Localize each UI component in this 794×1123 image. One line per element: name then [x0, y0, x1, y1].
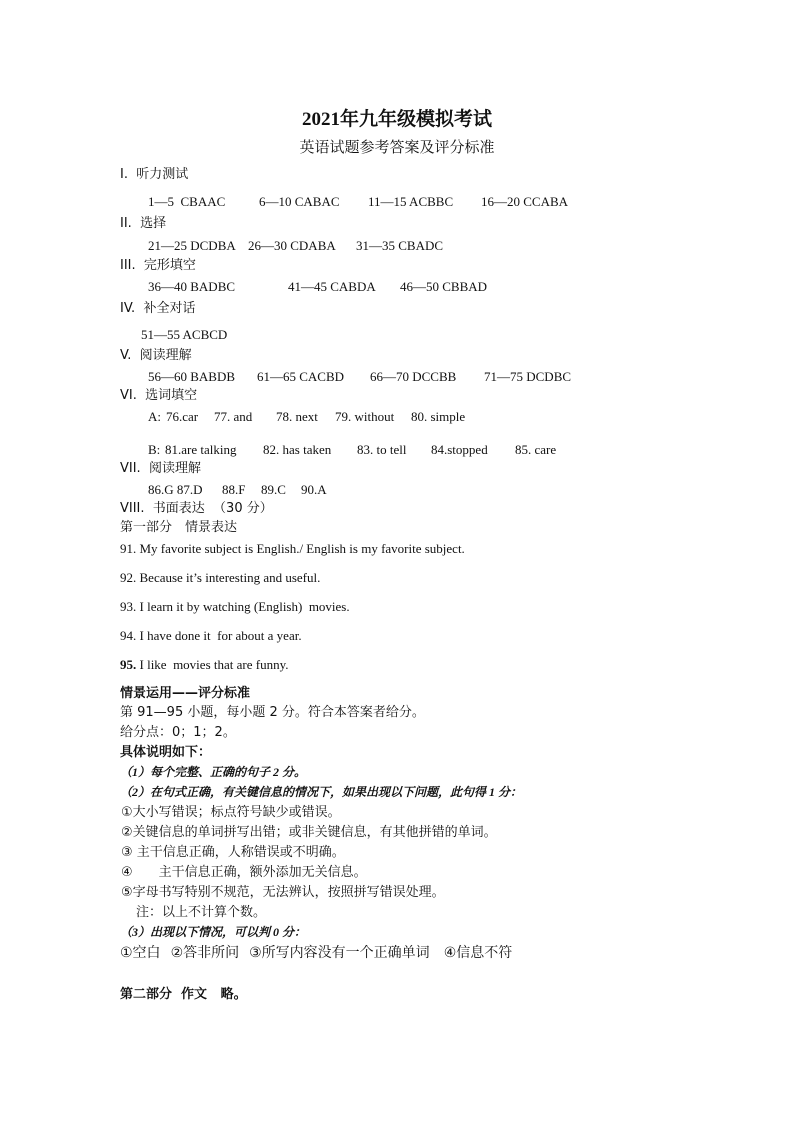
section-5-answer: 66—70 DCCBB: [370, 369, 457, 384]
answer-number: 93.: [120, 599, 137, 614]
answer-number: 91.: [120, 541, 137, 556]
section-1-answer: 1—5 CBAAC: [148, 194, 226, 209]
section-1-answer: 6—10 CABAC: [259, 194, 340, 209]
criteria-subrule: ①大小写错误；标点符号缺少或错误。: [121, 805, 341, 820]
section-6-a-answer: 76.car: [166, 409, 199, 424]
answer-text: I like movies that are funny.: [136, 657, 289, 672]
section-5-answer: 61—65 CACBD: [257, 369, 345, 384]
criteria-detail-heading: 具体说明如下：: [120, 745, 212, 760]
section-2-answer: 21—25 DCDBA: [148, 238, 236, 253]
section-5-heading: V. 阅读理解: [120, 348, 192, 363]
criteria-subrule: ③ 主干信息正确，人称错误或不明确。: [121, 845, 345, 860]
zero-case: ④信息不符: [443, 945, 513, 961]
section-6-b-label: B:: [148, 442, 161, 457]
section-5-answer: 56—60 BABDB: [148, 369, 236, 384]
section-6-b-answer: 83. to tell: [357, 442, 407, 457]
zero-case: ①空白: [120, 945, 161, 961]
section-7-answer: 89.C: [261, 482, 286, 497]
section-3-heading: III. 完形填空: [120, 258, 196, 273]
section-6-a-label: A:: [148, 409, 161, 424]
answer-text: My favorite subject is English./ English is my favorite subject.: [136, 541, 465, 556]
part-2-heading: 第二部分 作文 略。: [120, 987, 247, 1002]
answer-text: I have done it for about a year.: [136, 628, 302, 643]
answer-number: 94.: [120, 628, 137, 643]
section-6-b-answer: 82. has taken: [263, 442, 332, 457]
answer-number: 92.: [120, 570, 137, 585]
section-1-answer: 11—15 ACBBC: [368, 194, 454, 209]
criteria-subrule: ④ 主干信息正确，额外添加无关信息。: [121, 865, 367, 880]
section-6-a-answer: 79. without: [335, 409, 395, 424]
section-7-answer: 90.A: [301, 482, 327, 497]
zero-cases: [120, 946, 512, 960]
criteria-rule: （3）出现以下情况，可以判 0 分：: [120, 925, 307, 939]
answer-text: Because it’s interesting and useful.: [136, 570, 321, 585]
answer-text: I learn it by watching (English) movies.: [136, 599, 350, 614]
criteria-line: 给分点：0；1；2。: [120, 725, 236, 740]
answer-item: [120, 542, 465, 555]
part-1-heading: 第一部分 情景表达: [120, 520, 238, 535]
section-6-a-answer: 78. next: [276, 409, 318, 424]
criteria-note: 注：以上不计算个数。: [136, 905, 267, 920]
section-4-heading: IV. 补全对话: [120, 301, 196, 316]
criteria-subrule: ⑤字母书写特别不规范，无法辨认，按照拼写错误处理。: [121, 885, 445, 900]
section-3-answer: 36—40 BADBC: [148, 279, 236, 294]
section-6-b-answer: 84.stopped: [431, 442, 488, 457]
section-6-heading: VI. 选词填空: [120, 388, 198, 403]
section-3-answer: 41—45 CABDA: [288, 279, 376, 294]
answer-item: [120, 571, 320, 584]
zero-case: ②答非所问: [170, 945, 240, 961]
answer-number: 95.: [120, 657, 137, 672]
criteria-rule: （2）在句式正确，有关键信息的情况下，如果出现以下问题，此句得 1 分：: [120, 785, 523, 799]
section-2-heading: II. 选择: [120, 216, 167, 231]
page-subtitle: 英语试题参考答案及评分标准: [299, 140, 495, 156]
zero-case: ③所写内容没有一个正确单词: [249, 945, 430, 961]
section-6-a-answer: 77. and: [214, 409, 253, 424]
section-6-b-answer: 85. care: [515, 442, 557, 457]
section-6-a-answer: 80. simple: [411, 409, 466, 424]
section-2-answer: 31—35 CBADC: [356, 238, 444, 253]
answer-item: [120, 658, 288, 671]
section-2-answer: 26—30 CDABA: [248, 238, 336, 253]
criteria-subrule: ②关键信息的单词拼写出错；或非关键信息，有其他拼错的单词。: [121, 825, 497, 840]
section-8-heading: VIII. 书面表达 （30 分）: [120, 501, 273, 516]
section-7-answer: 88.F: [222, 482, 246, 497]
section-5-answer: 71—75 DCDBC: [484, 369, 572, 384]
section-4-answer: 51—55 ACBCD: [141, 327, 228, 342]
section-1-heading: I. 听力测试: [120, 167, 189, 182]
section-7-answer: 86.G 87.D: [148, 482, 203, 497]
criteria-rule: （1）每个完整、正确的句子 2 分。: [120, 765, 307, 779]
answer-item: [120, 629, 302, 642]
criteria-line: 第 91—95 小题，每小题 2 分。符合本答案者给分。: [120, 705, 425, 720]
section-3-answer: 46—50 CBBAD: [400, 279, 488, 294]
page-title: 2021年九年级模拟考试: [301, 109, 492, 130]
section-7-heading: VII. 阅读理解: [120, 461, 201, 476]
criteria-heading: 情景运用——评分标准: [120, 686, 251, 701]
answer-item: [120, 600, 350, 613]
section-6-b-answer: 81.are talking: [165, 442, 237, 457]
section-1-answer: 16—20 CCABA: [481, 194, 569, 209]
